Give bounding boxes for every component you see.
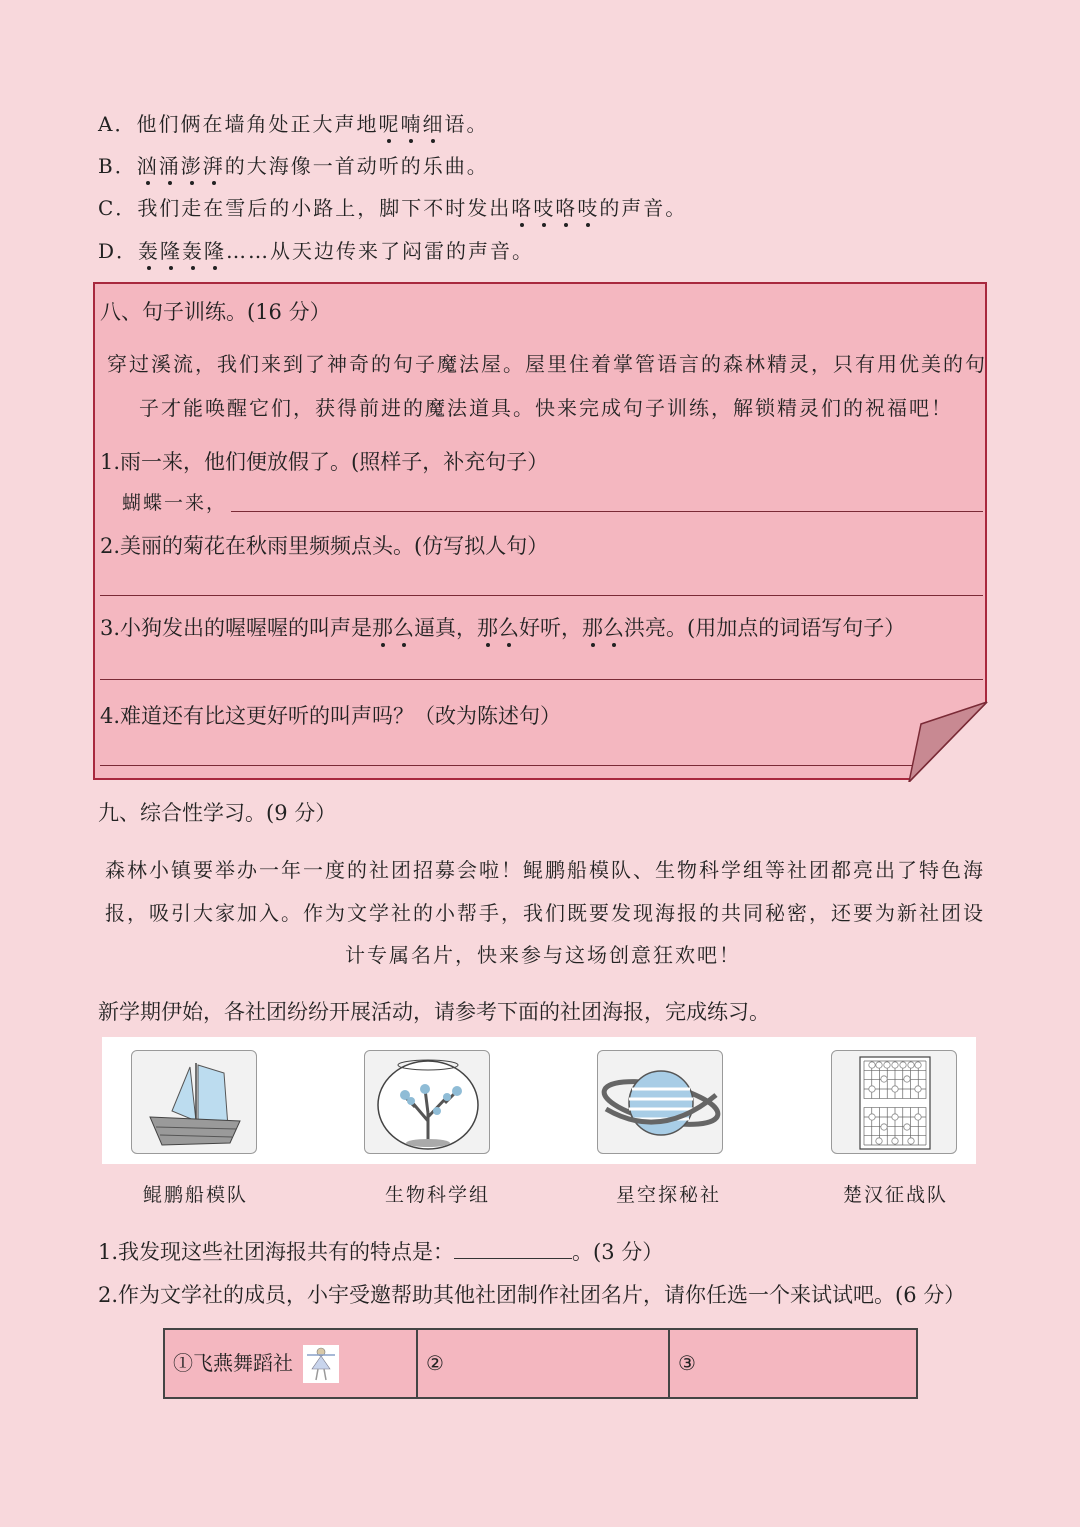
section8-intro-line1: 穿过溪流，我们来到了神奇的句子魔法屋。屋里住着掌管语言的森林精灵，只有用优美的句 (107, 352, 987, 376)
chess-piece (869, 1062, 875, 1068)
dotted-words (511, 196, 599, 220)
section9-title: 九、综合性学习。(9 分） (98, 801, 337, 825)
section9-intro-line2: 报，吸引大家加入。作为文学社的小帮手，我们既要发现海报的共同秘密，还要为新社团设 (105, 901, 985, 925)
section8-title: 八、句子训练。(16 分） (100, 300, 331, 324)
chess-piece (869, 1086, 875, 1092)
option-a: A．他们俩在墙角处正大声地呢喃细语。 (98, 112, 489, 136)
poster-label-3: 星空探秘社 (616, 1184, 722, 1206)
chess-piece (892, 1114, 898, 1120)
question-1: 1.雨一来，他们便放假了。(照样子，补充句子） (100, 450, 549, 474)
dotted-char: 轰 (138, 239, 161, 263)
chess-piece (892, 1086, 898, 1092)
chess-piece (876, 1138, 882, 1144)
chess-piece (892, 1138, 898, 1144)
question-1-prefix: 蝴蝶一来， (122, 492, 228, 514)
dotted-char: 隆 (204, 239, 227, 263)
coral-fishbowl-icon (365, 1051, 490, 1154)
dotted-char: 么 (393, 616, 415, 640)
chess-piece (884, 1062, 890, 1068)
name-card-table (163, 1328, 918, 1399)
section9-question-1: 1.我发现这些社团海报共有的特点是： 。(3 分） (98, 1240, 664, 1264)
poster-chess (831, 1050, 957, 1154)
planet-icon (598, 1051, 723, 1154)
dotted-char: 那 (582, 616, 604, 640)
card-cell-2[interactable]: ② (416, 1330, 668, 1397)
dotted-char: 澎 (180, 154, 203, 178)
option-b: B．汹涌澎湃的大海像一首动听的乐曲。 (98, 154, 489, 178)
answer-blank[interactable] (454, 1240, 572, 1259)
page-curl-icon (95, 284, 989, 782)
chess-piece (904, 1076, 910, 1082)
chess-piece (869, 1114, 875, 1120)
dotted-char: 汹 (136, 154, 159, 178)
poster-label-2: 生物科学组 (385, 1184, 491, 1206)
dotted-char: 咯 (555, 196, 578, 220)
poster-label-1: 鲲鹏船模队 (143, 1184, 249, 1206)
section9-intro-line1: 森林小镇要举办一年一度的社团招募会啦！鲲鹏船模队、生物科学组等社团都亮出了特色海 (105, 858, 985, 882)
poster-stars (597, 1050, 723, 1154)
chess-piece (892, 1062, 898, 1068)
chess-piece (915, 1062, 921, 1068)
dotted-char: 隆 (160, 239, 183, 263)
question-4: 4.难道还有比这更好听的叫声吗？（改为陈述句） (100, 704, 562, 728)
dotted-words (137, 154, 225, 178)
chinese-chess-board-icon (832, 1051, 957, 1154)
chess-piece (908, 1062, 914, 1068)
card-cell-1[interactable]: ①飞燕舞蹈社 (165, 1330, 416, 1397)
dotted-char: 细 (422, 112, 445, 136)
poster-biology (364, 1050, 490, 1154)
dotted-char: 喃 (400, 112, 423, 136)
chess-piece (904, 1124, 910, 1130)
dotted-char: 咯 (511, 196, 534, 220)
question-3: 3.小狗发出的喔喔喔的叫声是那么逼真，那么好听，那么洪亮。(用加点的词语写句子） (100, 616, 906, 640)
dotted-char: 轰 (182, 239, 205, 263)
poster-kunpeng (131, 1050, 257, 1154)
chess-piece (881, 1124, 887, 1130)
section8-intro-line2: 子才能唤醒它们，获得前进的魔法道具。快来完成句子训练，解锁精灵们的祝福吧！ (139, 396, 953, 420)
section9-intro-line3: 计专属名片，快来参与这场创意狂欢吧！ (345, 943, 741, 967)
dotted-char: 呢 (378, 112, 401, 136)
sailboat-icon (132, 1051, 257, 1154)
dotted-words (378, 112, 444, 136)
section9-question-2: 2.作为文学社的成员，小宇受邀帮助其他社团制作社团名片，请你任选一个来试试吧。(6 分） (98, 1283, 966, 1307)
sentence-training-box (93, 282, 987, 780)
chess-piece (915, 1114, 921, 1120)
ballet-dancer-icon (303, 1345, 339, 1383)
chess-piece (908, 1138, 914, 1144)
poster-strip (102, 1037, 976, 1164)
dotted-char: 湃 (202, 154, 225, 178)
dotted-char: 么 (603, 616, 625, 640)
dotted-words (138, 239, 226, 263)
chess-piece (915, 1086, 921, 1092)
dotted-char: 那 (372, 616, 394, 640)
card-cell-3[interactable]: ③ (668, 1330, 916, 1397)
question-2: 2.美丽的菊花在秋雨里频频点头。(仿写拟人句） (100, 534, 549, 558)
chess-piece (881, 1076, 887, 1082)
dotted-char: 那 (477, 616, 499, 640)
dotted-char: 吱 (577, 196, 600, 220)
option-d: D．轰隆轰隆……从天边传来了闷雷的声音。 (98, 239, 535, 263)
dotted-char: 吱 (533, 196, 556, 220)
chess-piece (876, 1062, 882, 1068)
chess-piece (900, 1062, 906, 1068)
dotted-char: 涌 (158, 154, 181, 178)
dotted-char: 么 (498, 616, 520, 640)
option-c: C．我们走在雪后的小路上，脚下不时发出咯吱咯吱的声音。 (98, 196, 688, 220)
section9-lead: 新学期伊始，各社团纷纷开展活动，请参考下面的社团海报，完成练习。 (98, 1000, 770, 1024)
poster-label-4: 楚汉征战队 (843, 1184, 949, 1206)
